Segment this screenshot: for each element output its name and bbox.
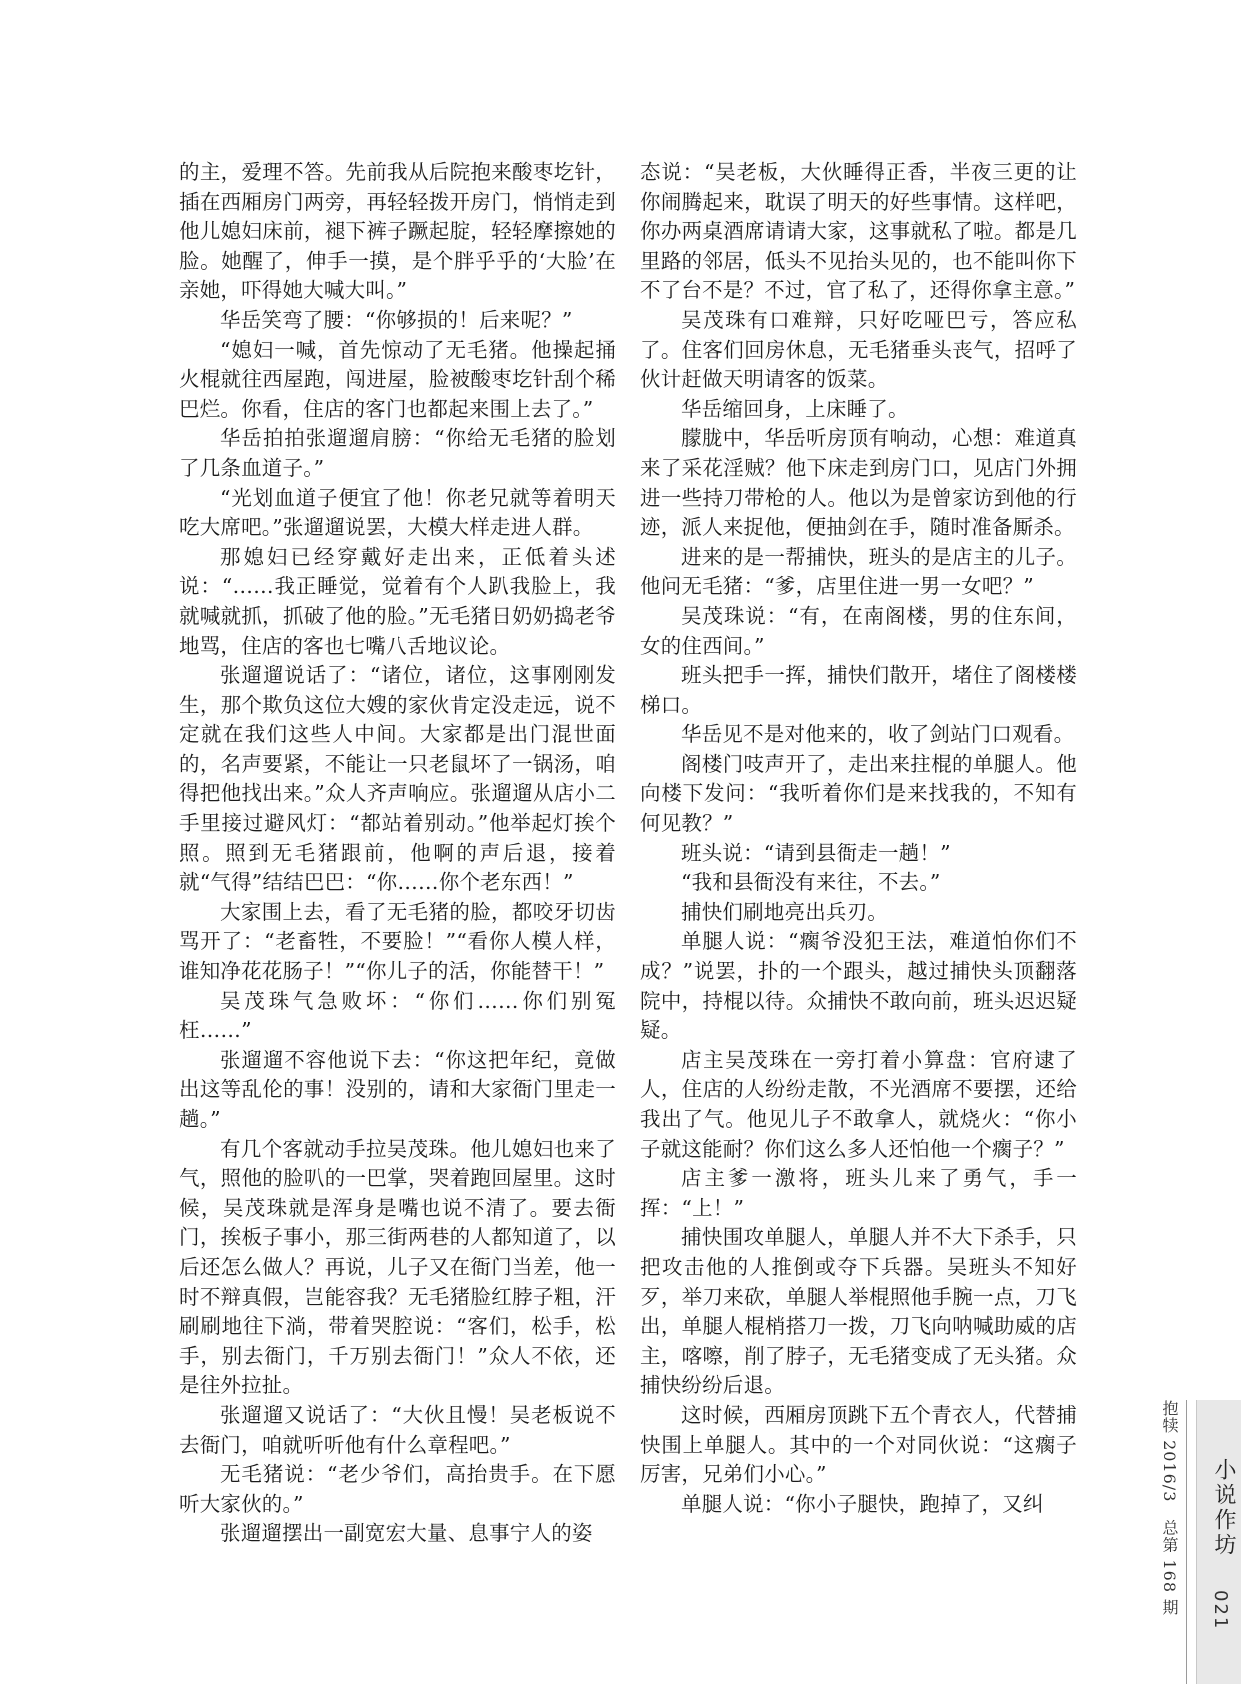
paragraph: 店主爹一激将，班头儿来了勇气，手一挥：“上！” [640, 1166, 1077, 1220]
paragraph: 班头说：“请到县衙走一趟！” [681, 840, 951, 865]
paragraph: 单腿人说：“你小子腿快，跑掉了，又纠 [681, 1491, 1044, 1516]
paragraph: 阁楼门吱声开了，走出来拄棍的单腿人。他向楼下发问：“我听着你们是来找我的，不知有何见教？” [640, 751, 1077, 836]
paragraph: 捕快们刷地亮出兵刃。 [681, 899, 888, 924]
paragraph: 捕快围攻单腿人，单腿人并不大下杀手，只把攻击他的人推倒或夺下兵器。吴班头不知好歹，举刀来砍，单腿人举棍照他手腕一点，刀飞出，单腿人棍梢搭刀一拨，刀飞向呐喊助威的店主，喀嚓，削了脖子，无毛猪变成了无头猪。众捕快纷纷后退。 [640, 1225, 1077, 1398]
paragraph: 张遛遛不容他说下去：“你这把年纪，竟做出这等乱伦的事！没别的，请和大家衙门里走一趟。” [179, 1047, 616, 1131]
magazine-issue: 抱犊 2016/3 总第 168 期 [1160, 1400, 1179, 1617]
page-number: 021 [1210, 1590, 1231, 1631]
paragraph: 华岳拍拍张遛遛肩膀：“你给无毛猪的脸划了几条血道子。” [179, 426, 616, 480]
paragraph: 朦胧中，华岳听房顶有响动，心想：难道真来了采花淫贼？他下床走到房门口，见店门外拥进一些持刀带枪的人。他以为是曾家访到他的行迹，派人来捉他，便抽剑在手，随时准备厮杀。 [640, 426, 1077, 540]
paragraph: “光划血道子便宜了他！你老兄就等着明天吃大席吧。”张遛遛说罢，大模大样走进人群。 [179, 485, 616, 540]
paragraph: 大家围上去，看了无毛猪的脸，都咬牙切齿骂开了：“老畜牲，不要脸！”“看你人模人样，谁知净花花肠子！”“你儿子的活，你能替干！” [179, 899, 616, 984]
paragraph: 单腿人说：“瘸爷没犯王法，难道怕你们不成？”说罢，扑的一个跟头，越过捕快头顶翻落院中，持棍以待。众捕快不敢向前，班头迟迟疑疑。 [640, 929, 1077, 1043]
section-title: 小说作坊 [1211, 1458, 1236, 1558]
paragraph: 吴茂珠说：“有，在南阁楼，男的住东间，女的住西间。” [640, 603, 1077, 658]
paragraph: 吴茂珠有口难辩，只好吃哑巴亏，答应私了。住客们回房休息，无毛猪垂头丧气，招呼了伙计赶做天明请客的饭菜。 [640, 307, 1077, 392]
paragraph: 有几个客就动手拉吴茂珠。他儿媳妇也来了气，照他的脸叭的一巴掌，哭着跑回屋里。这时候，吴茂珠就是浑身是嘴也说不清了。要去衙门，挨板子事小，那三街两巷的人都知道了，以后还怎么做人？再说，儿子又在衙门当差，他一时不辩真假，岂能容我？无毛猪脸红脖子粗，汗刷刷地往下淌，带着哭腔说：“客们，松手，松手，别去衙门，千万别去衙门！”众人不依，还是往外拉扯。 [179, 1136, 616, 1398]
paragraph: 店主吴茂珠在一旁打着小算盘：官府逮了人，住店的人纷纷走散，不光酒席不要摆，还给我出了气。他见儿子不敢拿人，就烧火：“你小子就这能耐？你们这么多人还怕他一个瘸子？” [640, 1047, 1077, 1161]
paragraph: 的主，爱理不答。先前我从后院抱来酸枣圪针，插在西厢房门两旁，再轻轻拨开房门，悄悄走到他儿媳妇床前，褪下裤子蹶起腚，轻轻摩擦她的脸。她醒了，伸手一摸，是个胖乎乎的‘大脸’在亲她，吓得她大喊大叫。” [179, 160, 616, 303]
sidebar-divider [1186, 1400, 1187, 1684]
paragraph: 态说：“吴老板，大伙睡得正香，半夜三更的让你闹腾起来，耽误了明天的好些事情。这样吧，你办两桌酒席请请大家，这事就私了啦。都是几里路的邻居，低头不见抬头见的，也不能叫你下不了台不是？不过，官了私了，还得你拿主意。” [640, 160, 1077, 303]
paragraph: 华岳见不是对他来的，收了剑站门口观看。 [681, 722, 1075, 747]
paragraph: 张遛遛又说话了：“大伙且慢！吴老板说不去衙门，咱就听听他有什么章程吧。” [179, 1402, 616, 1457]
paragraph: 吴茂珠气急败坏：“你们……你们别冤枉……” [179, 988, 616, 1043]
paragraph: 张遛遛摆出一副宽宏大量、息事宁人的姿 [220, 1521, 593, 1546]
left-column [179, 158, 616, 1549]
paragraph: 无毛猪说：“老少爷们，高抬贵手。在下愿听大家伙的。” [179, 1462, 616, 1516]
paragraph: 那媳妇已经穿戴好走出来，正低着头述说：“……我正睡觉，觉着有个人趴我脸上，我就喊就抓，抓破了他的脸。”无毛猪日奶奶捣老爷地骂，住店的客也七嘴八舌地议论。 [179, 544, 616, 658]
paragraph: “我和县衙没有来往，不去。” [681, 870, 941, 895]
paragraph: “媳妇一喊，首先惊动了无毛猪。他操起捅火棍就往西屋跑，闯进屋，脸被酸枣圪针刮个稀巴烂。你看，住店的客门也都起来围上去了。” [179, 337, 616, 421]
paragraph: 班头把手一挥，捕快们散开，堵住了阁楼楼梯口。 [640, 663, 1077, 717]
paragraph: 华岳笑弯了腰：“你够损的！后来呢？” [220, 307, 573, 332]
paragraph: 进来的是一帮捕快，班头的是店主的儿子。他问无毛猪：“爹，店里住进一男一女吧？” [640, 544, 1077, 599]
paragraph: 张遛遛说话了：“诸位，诸位，这事刚刚发生，那个欺负这位大嫂的家伙肯定没走远，说不定就在我们这些人中间。大家都是出门混世面的，名声要紧，不能让一只老鼠坏了一锅汤，咱得把他找出来。”众人齐声响应。张遛遛从店小二手里接过避风灯：“都站着别动。”他举起灯挨个照。照到无毛猪跟前，他啊的声后退，接着就“气得”结结巴巴：“你……你个老东西！” [179, 663, 616, 895]
right-column [640, 158, 1077, 1519]
paragraph: 这时候，西厢房顶跳下五个青衣人，代替捕快围上单腿人。其中的一个对同伙说：“这瘸子厉害，兄弟们小心。” [640, 1402, 1077, 1487]
paragraph: 华岳缩回身，上床睡了。 [681, 396, 909, 421]
